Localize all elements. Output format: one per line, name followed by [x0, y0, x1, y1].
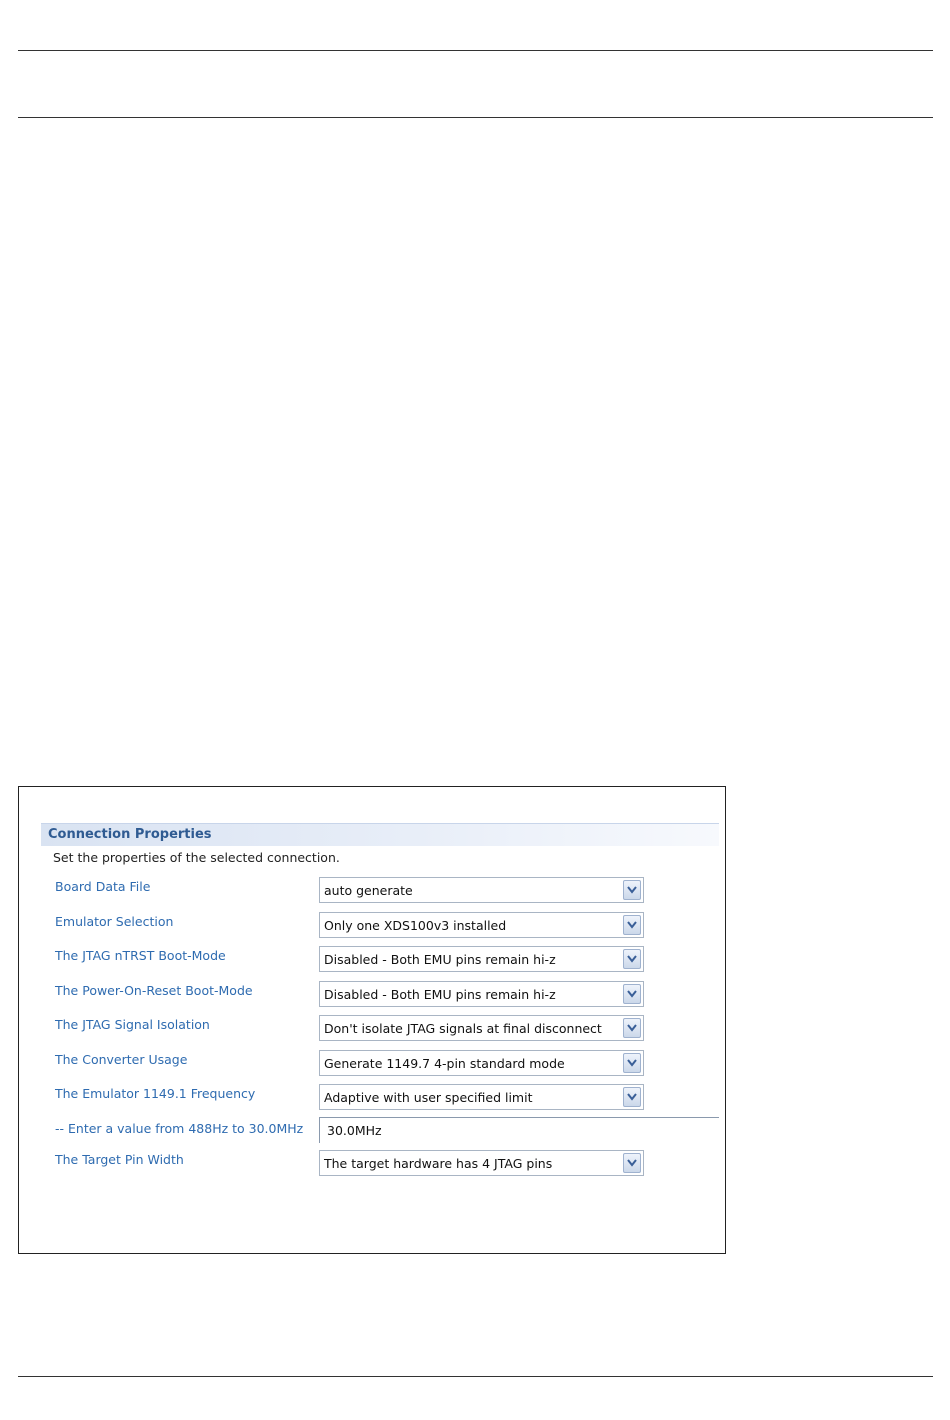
property-label: The Power-On-Reset Boot-Mode	[55, 983, 253, 998]
section-title: Connection Properties	[48, 827, 212, 842]
chevron-down-icon[interactable]	[623, 880, 641, 900]
frequency-value-input[interactable]	[319, 1117, 719, 1143]
select-value: The target hardware has 4 JTAG pins	[324, 1156, 553, 1171]
jtag-ntrst-boot-mode-select[interactable]	[319, 946, 644, 972]
chevron-down-icon[interactable]	[623, 1087, 641, 1107]
property-row-jtag-ntrst-boot-mode	[19, 946, 719, 974]
property-row-jtag-signal-isolation	[19, 1015, 719, 1043]
property-label: The Converter Usage	[55, 1052, 188, 1067]
property-label: The Target Pin Width	[55, 1152, 184, 1167]
property-row-converter-usage	[19, 1050, 719, 1078]
property-row-power-on-reset-boot-mode	[19, 981, 719, 1009]
chevron-down-icon[interactable]	[623, 1053, 641, 1073]
property-row-board-data-file	[19, 877, 719, 905]
target-pin-width-select[interactable]	[319, 1150, 644, 1176]
property-label: Board Data File	[55, 879, 151, 894]
header-rule-bottom	[18, 117, 933, 118]
select-value: Only one XDS100v3 installed	[324, 918, 507, 933]
select-value: Generate 1149.7 4-pin standard mode	[324, 1056, 565, 1071]
property-row-emulator-selection	[19, 912, 719, 940]
chevron-down-icon[interactable]	[623, 915, 641, 935]
select-value: auto generate	[324, 883, 413, 898]
emulator-frequency-select[interactable]	[319, 1084, 644, 1110]
emulator-selection-select[interactable]	[319, 912, 644, 938]
chevron-down-icon[interactable]	[623, 1153, 641, 1173]
jtag-signal-isolation-select[interactable]	[319, 1015, 644, 1041]
chevron-down-icon[interactable]	[623, 984, 641, 1004]
input-value: 30.0MHz	[327, 1123, 382, 1138]
property-label: -- Enter a value from 488Hz to 30.0MHz	[55, 1121, 304, 1136]
section-header	[41, 823, 719, 846]
select-value: Disabled - Both EMU pins remain hi-z	[324, 952, 556, 967]
select-value: Don't isolate JTAG signals at final disconnect	[324, 1021, 602, 1036]
property-row-frequency-value	[19, 1119, 719, 1147]
property-row-target-pin-width	[19, 1150, 719, 1178]
footer-rule	[18, 1376, 933, 1377]
property-label: The JTAG nTRST Boot-Mode	[55, 948, 226, 963]
header-rule-top	[18, 50, 933, 51]
converter-usage-select[interactable]	[319, 1050, 644, 1076]
power-on-reset-boot-mode-select[interactable]	[319, 981, 644, 1007]
select-value: Adaptive with user specified limit	[324, 1090, 533, 1105]
connection-properties-figure	[18, 786, 726, 1254]
property-label: Emulator Selection	[55, 914, 174, 929]
property-label: The Emulator 1149.1 Frequency	[55, 1086, 256, 1101]
board-data-file-select[interactable]	[319, 877, 644, 903]
property-label: The JTAG Signal Isolation	[55, 1017, 210, 1032]
chevron-down-icon[interactable]	[623, 1018, 641, 1038]
property-row-emulator-frequency	[19, 1084, 719, 1112]
chevron-down-icon[interactable]	[623, 949, 641, 969]
select-value: Disabled - Both EMU pins remain hi-z	[324, 987, 556, 1002]
section-description: Set the properties of the selected connection.	[53, 850, 340, 865]
